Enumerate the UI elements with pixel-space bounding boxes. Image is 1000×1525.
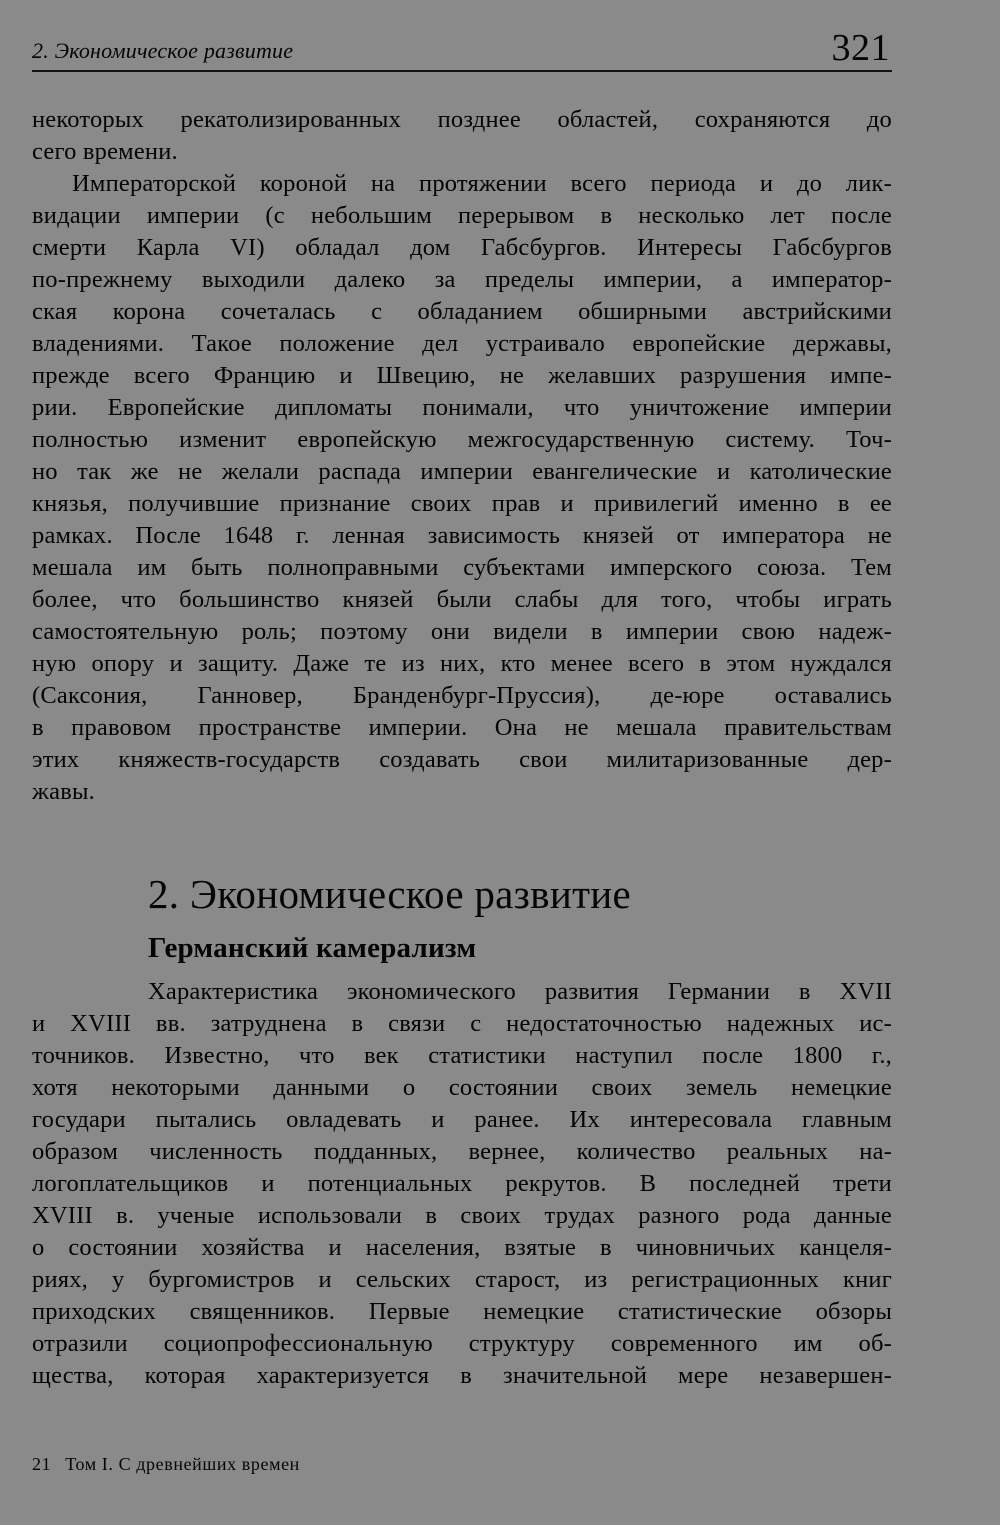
text-line: государи пытались овладевать и ранее. Их интересовала главным [32,1106,892,1133]
text-line: рии. Европейские дипломаты понимали, что уничтожение империи [32,394,892,421]
subsection-heading: Германский камерализм [148,932,477,964]
signature-text: Том I. С древнейших времен [65,1454,300,1474]
text-line: но так же не желали распада империи евангелические и католические [32,458,892,485]
text-line: щества, которая характеризуется в значительной мере незавершен- [32,1362,892,1389]
text-line: XVIII в. ученые использовали в своих трудах разного рода данные [32,1202,892,1229]
text-line: ская корона сочеталась с обладанием обширными австрийскими [32,298,892,325]
text-line: точников. Известно, что век статистики наступил после 1800 г., [32,1042,892,1069]
body-text-bottom [32,976,892,1392]
text-line: самостоятельную роль; поэтому они видели в империи свою надеж- [32,618,892,645]
running-head [32,28,892,72]
text-line: приходских священников. Первые немецкие статистические обзоры [32,1298,892,1325]
text-line: отразили социопрофессиональную структуру современного им об- [32,1330,892,1357]
text-line: по-прежнему выходили далеко за пределы империи, а император- [32,266,892,293]
running-title: 2. Экономическое развитие [32,38,294,63]
text-line: владениями. Такое положение дел устраивало европейские державы, [32,330,892,357]
text-line: князья, получившие признание своих прав и привилегий именно в ее [32,490,892,517]
text-line: логоплательщиков и потенциальных рекрутов. В последней трети [32,1170,892,1197]
page-number: 321 [831,27,890,69]
text-line: о состоянии хозяйства и населения, взятые в чиновничьих канцеля- [32,1234,892,1261]
text-line: в правовом пространстве империи. Она не мешала правительствам [32,714,892,741]
body-text-top [32,104,892,808]
text-line: рамках. После 1648 г. ленная зависимость князей от императора не [32,522,892,549]
text-line: образом численность подданных, вернее, количество реальных на- [32,1138,892,1165]
text-line: жавы. [32,778,95,805]
text-line: видации империи (с небольшим перерывом в несколько лет после [32,202,892,229]
text-line: полностью изменит европейскую межгосударственную систему. Точ- [32,426,892,453]
signature-number: 21 [32,1454,52,1474]
text-line: Характеристика экономического развития Германии в XVII [148,978,892,1005]
text-line: сего времени. [32,138,178,165]
footer-signature [32,1452,300,1476]
text-line: хотя некоторыми данными о состоянии своих земель немецкие [32,1074,892,1101]
text-line: риях, у бургомистров и сельских старост, из регистрационных книг [32,1266,892,1293]
text-line: прежде всего Францию и Швецию, не желавших разрушения импе- [32,362,892,389]
text-line: мешала им быть полноправными субъектами имперского союза. Тем [32,554,892,581]
text-line: ную опору и защиту. Даже те из них, кто менее всего в этом нуждался [32,650,892,677]
text-line: (Саксония, Ганновер, Бранденбург-Пруссия), де-юре оставались [32,682,892,709]
section-heading: 2. Экономическое развитие [148,871,632,917]
text-line: и XVIII вв. затруднена в связи с недостаточностью надежных ис- [32,1010,892,1037]
text-line: этих княжеств-государств создавать свои милитаризованные дер- [32,746,892,773]
text-line: более, что большинство князей были слабы для того, чтобы играть [32,586,892,613]
text-line: некоторых рекатолизированных позднее областей, сохраняются до [32,106,892,133]
text-line: Императорской короной на протяжении всего периода и до лик- [72,170,892,197]
text-line: смерти Карла VI) обладал дом Габсбургов. Интересы Габсбургов [32,234,892,261]
